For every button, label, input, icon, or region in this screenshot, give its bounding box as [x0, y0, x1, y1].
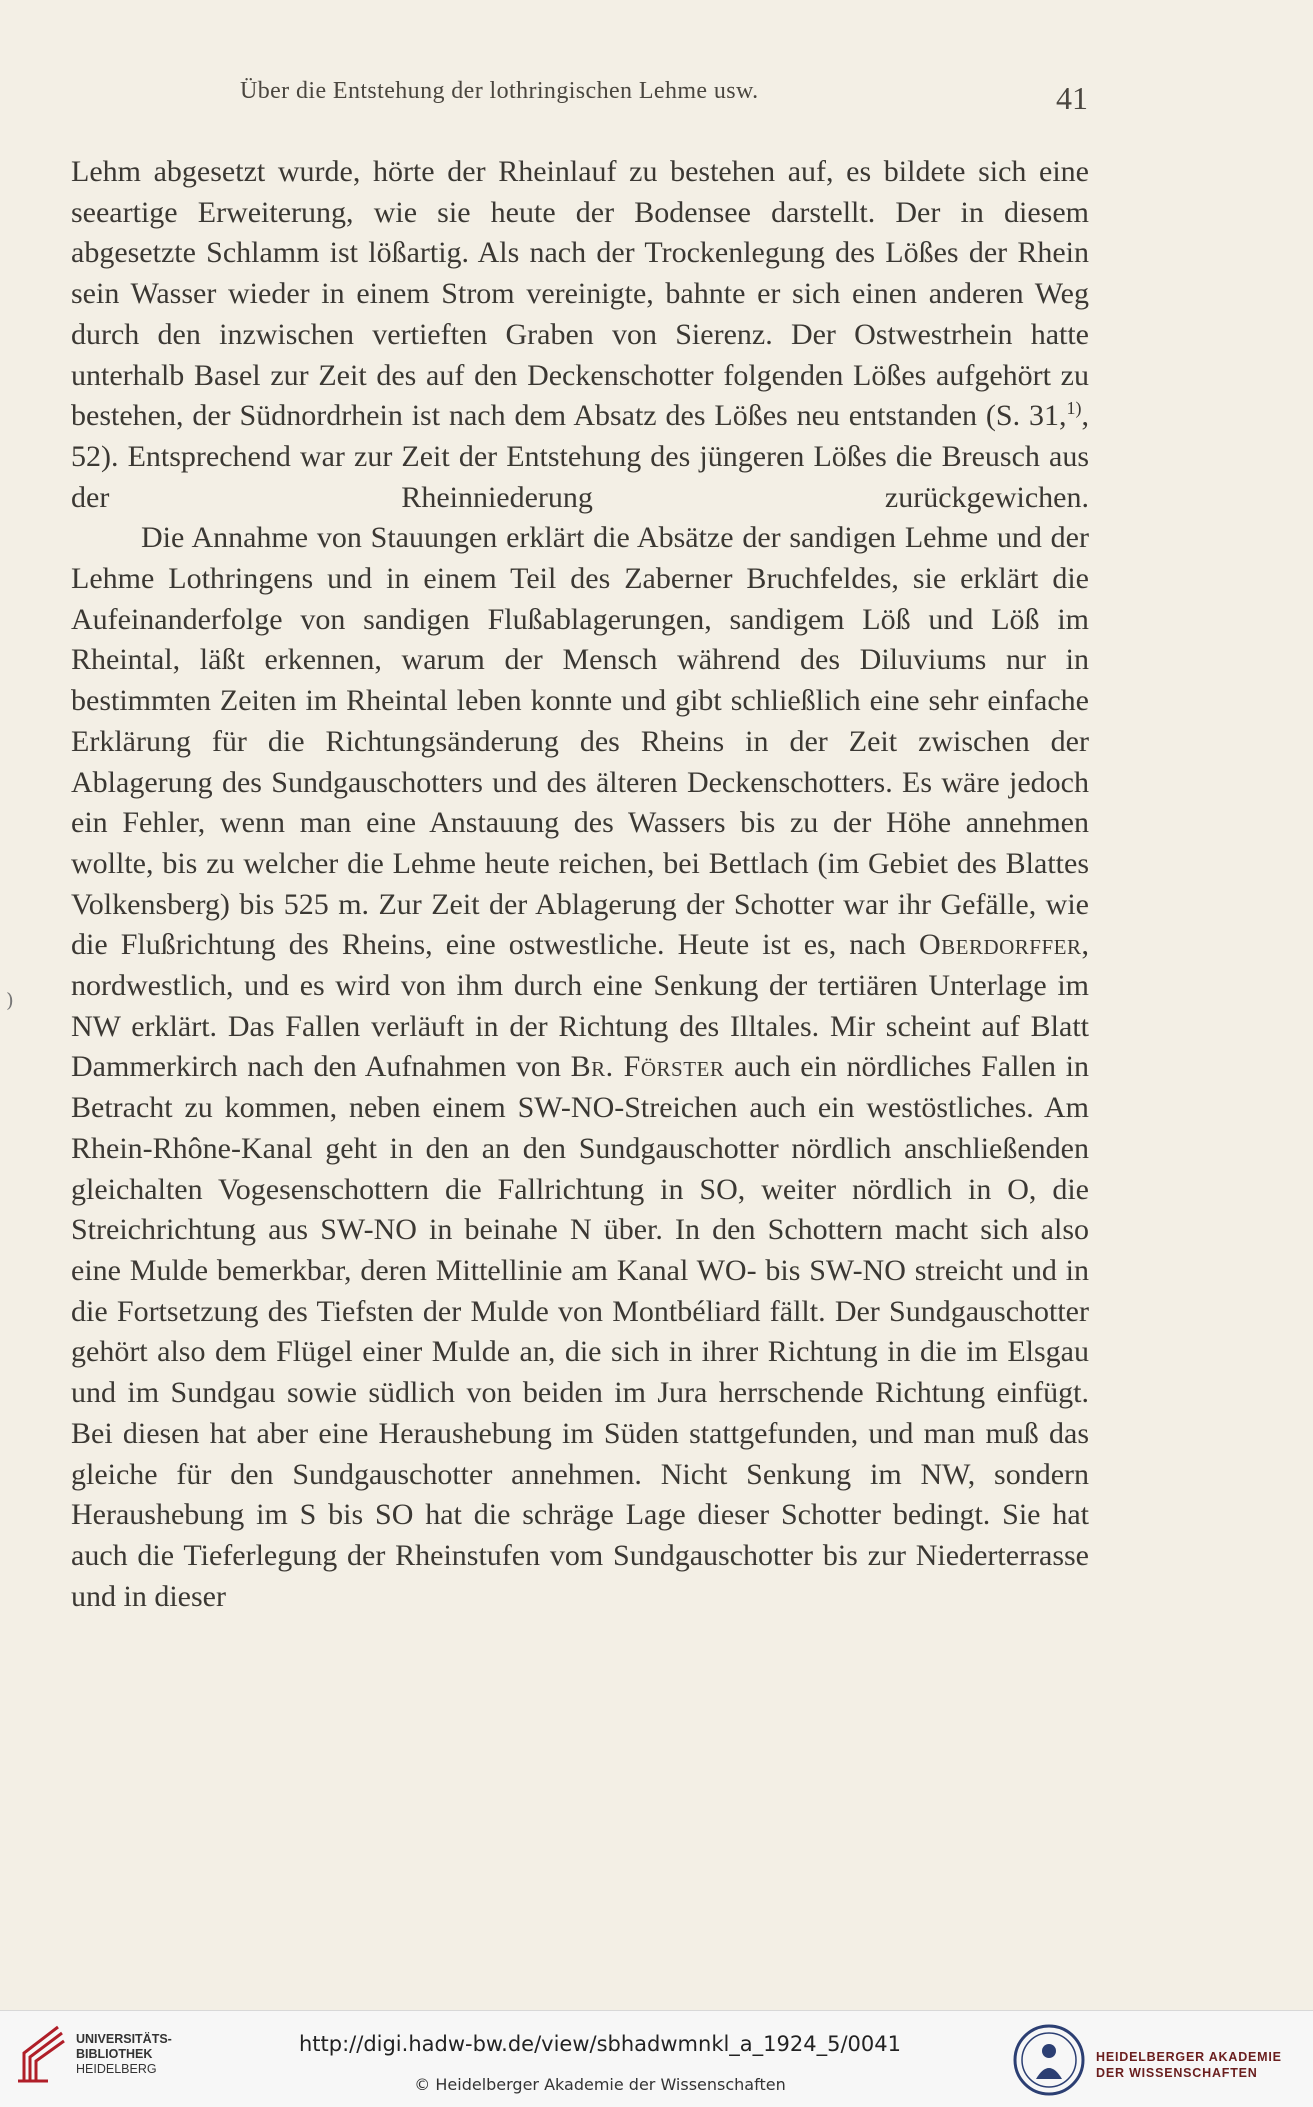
paragraph-1-text-a: Lehm abgesetzt wurde, hörte der Rheinlauf zu bestehen auf, es bildete sich eine seeartige Erweiterung, wie sie heute der Bodensee darstellt. Der in diesem abgesetzte Schlamm ist lößartig. Als nach der Trockenlegung des Lößes der Rhein sein Wasser wieder in einem Strom vereinigte, bahnte er sich einen anderen Weg durch den inzwischen vertieften Graben von Sierenz. Der Ostwestrhein hatte unterhalb Basel zur Zeit des auf den Deckenschotter folgenden Lößes aufgehört zu bestehen, der Südnordrhein ist nach dem Absatz des Lößes neu entstanden (S. 31, — [71, 155, 1089, 433]
library-name — [76, 2032, 172, 2077]
academy-line-2: DER WISSENSCHAFTEN — [1096, 2066, 1258, 2080]
author-name-foerster: Br. Förster — [570, 1050, 725, 1084]
footnote-ref: 1) — [1066, 398, 1082, 419]
paragraph-2 — [71, 518, 1089, 1617]
academy-seal-icon — [1012, 2023, 1086, 2097]
permalink-url[interactable]: http://digi.hadw-bw.de/view/sbhadwmnkl_a_1924_5/0041 — [298, 2032, 902, 2056]
paragraph-2-text-b: , nordwestlich, und es wird von ihm durch eine Senkung der tertiären Unterlage im NW erklärt. Das Fallen verläuft in der Richtung des Illtales. Mir scheint auf Blatt Dammerkirch nach den Aufnahmen von — [71, 928, 1089, 1084]
university-library-logo-icon — [14, 2023, 66, 2085]
paragraph-1 — [71, 152, 1089, 518]
paragraph-2-text-c: auch ein nördliches Fallen in Betracht zu kommen, neben einem SW-NO-Streichen auch ein westöstliches. Am Rhein-Rhône-Kanal geht in den an den Sundgauschotter nördlich anschließenden gleichalten Vogesenschottern die Fallrichtung in SO, weiter nördlich in O, die Streichrichtung aus SW-NO in beinahe N über. In den Schottern macht sich also eine Mulde bemerkbar, deren Mittellinie am Kanal WO- bis SW-NO streicht und in die Fortsetzung des Tiefsten der Mulde von Montbéliard fällt. Der Sundgauschotter gehört also dem Flügel einer Mulde an, die sich in ihrer Richtung in die im Elsgau und im Sundgau sowie südlich von beiden im Jura herrschende Richtung einfügt. Bei diesen hat aber eine Heraushebung im Süden stattgefunden, und man muß das gleiche für den Sundgauschotter annehmen. Nicht Senkung im NW, sondern Heraushebung im S bis SO hat die schräge Lage dieser Schotter bedingt. Sie hat auch die Tieferlegung der Rheinstufen vom Sundgauschotter bis zur Niederterrasse und in dieser — [71, 1050, 1089, 1613]
library-line-1: UNIVERSITÄTS- — [76, 2032, 172, 2046]
paragraph-1-text-b: , 52). Entsprechend war zur Zeit der Entstehung des jüngeren Lößes die Breusch aus der Rheinniederung zurückgewichen. — [71, 399, 1089, 514]
body-text — [71, 152, 1089, 1617]
academy-line-1: HEIDELBERGER AKADEMIE — [1096, 2050, 1282, 2064]
margin-mark: ) — [6, 988, 14, 1012]
running-head: Über die Entstehung der lothringischen Lehme usw. — [240, 78, 759, 104]
paragraph-2-text-a: Die Annahme von Stauungen erklärt die Absätze der sandigen Lehme und der Lehme Lothringens und in einem Teil des Zaberner Bruchfeldes, sie erklärt die Aufeinanderfolge von sandigen Flußablagerungen, sandigem Löß und Löß im Rheintal, läßt erkennen, warum der Mensch während des Diluviums nur in bestimmten Zeiten im Rheintal leben konnte und gibt schließlich eine sehr einfache Erklärung für die Richtungsänderung des Rheins in der Zeit zwischen der Ablagerung des Sundgauschotters und des älteren Deckenschotters. Es wäre jedoch ein Fehler, wenn man eine Anstauung des Wassers bis zu der Höhe annehmen wollte, bis zu welcher die Lehme heute reichen, bei Bettlach (im Gebiet des Blattes Volkensberg) bis 525 m. Zur Zeit der Ablagerung der Schotter war ihr Gefälle, wie die Flußrichtung des Rheins, eine ostwestliche. Heute ist es, nach — [71, 521, 1089, 962]
library-line-3: HEIDELBERG — [76, 2062, 157, 2076]
copyright-notice: © Heidelberger Akademie der Wissenschaften — [414, 2075, 786, 2094]
page-number: 41 — [1056, 80, 1088, 116]
footer-bar — [0, 2010, 1313, 2107]
academy-name — [1096, 2049, 1282, 2081]
library-line-2: BIBLIOTHEK — [76, 2047, 153, 2061]
author-name-oberdorffer: Oberdorffer — [918, 928, 1082, 962]
